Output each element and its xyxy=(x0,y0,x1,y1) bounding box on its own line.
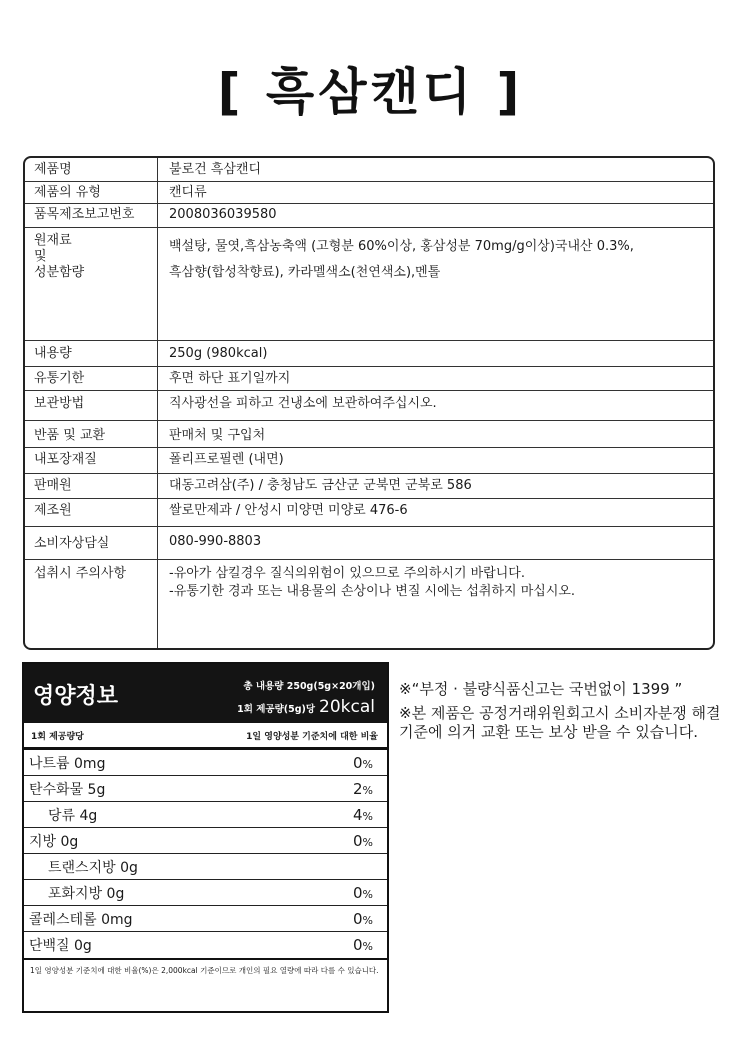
info-value: 불로건 흑삼캔디 xyxy=(169,162,262,177)
nutrient-row xyxy=(24,776,387,802)
nutrient-row xyxy=(24,802,387,828)
nutrient-percent: 0% xyxy=(353,831,373,850)
nutrition-header xyxy=(24,664,387,723)
info-label: 제조원 xyxy=(25,498,158,526)
nutrition-title: 영양정보 xyxy=(33,684,119,709)
info-value: 직사광선을 피하고 건냉소에 보관하여주십시오. xyxy=(169,396,437,411)
nutrient-percent: 0% xyxy=(353,909,373,928)
total-content: 총 내용량 250g(5g×20개입) xyxy=(243,681,375,692)
info-label: 유통기한 xyxy=(25,366,158,390)
nutrient-name: 탄수화물 5g xyxy=(29,781,106,798)
info-value: 폴리프로필렌 (내면) xyxy=(169,452,284,467)
info-row xyxy=(25,526,713,560)
info-label: 보관방법 xyxy=(25,390,158,420)
daily-value-label: 1일 영양성분 기준치에 대한 비율 xyxy=(246,731,378,742)
nutrient-percent: 0% xyxy=(353,753,373,772)
nutrient-percent: 2% xyxy=(353,779,373,798)
info-row xyxy=(25,420,713,448)
info-row xyxy=(25,447,713,474)
nutrient-row xyxy=(24,932,387,958)
nutrition-subheader xyxy=(24,723,387,750)
info-row xyxy=(25,559,713,650)
info-value: 대동고려삼(주) / 충청남도 금산군 군북면 군북로 586 xyxy=(169,478,472,493)
nutrient-row xyxy=(24,854,387,880)
nutrient-name: 포화지방 0g xyxy=(48,885,125,902)
info-row xyxy=(25,498,713,527)
nutrient-row xyxy=(24,750,387,776)
product-info-table xyxy=(23,156,715,650)
info-label: 섭취시 주의사항 xyxy=(25,559,158,650)
nutrition-facts-label xyxy=(22,662,389,1013)
nutrient-name: 지방 0g xyxy=(29,833,79,850)
info-row xyxy=(25,181,713,204)
info-row xyxy=(25,473,713,499)
info-value: 250g (980kcal) xyxy=(169,346,268,361)
info-value: 캔디류 xyxy=(169,185,207,200)
info-row xyxy=(25,366,713,391)
nutrient-name: 당류 4g xyxy=(48,807,98,824)
calories: 20kcal xyxy=(319,697,375,717)
info-value: 백설탕, 물엿,흑삼농축액 (고형분 60%이상, 홍삼성분 70mg/g이상)국내산 0.3%, 흑삼향(합성착향료), 카라멜색소(천연색소),멘톨 xyxy=(169,239,634,280)
info-value: 2008036039580 xyxy=(169,207,277,222)
report-notice: ※“부정 · 불량식품신고는 국번없이 1399 ” xyxy=(399,680,683,698)
notice-text xyxy=(399,680,729,742)
info-label: 내용량 xyxy=(25,340,158,366)
info-row xyxy=(25,227,713,341)
info-row xyxy=(25,158,713,182)
nutrient-percent: 0% xyxy=(353,936,373,954)
nutrient-row xyxy=(24,828,387,854)
info-label: 제품명 xyxy=(25,158,158,181)
info-label: 소비자상담실 xyxy=(25,526,158,559)
info-value: 쌀로만제과 / 안성시 미양면 미양로 476-6 xyxy=(169,503,408,518)
info-row xyxy=(25,390,713,421)
nutrient-name: 트랜스지방 0g xyxy=(48,859,138,876)
page-title: [ 흑삼캔디 ] xyxy=(217,63,524,121)
nutrient-name: 나트륨 0mg xyxy=(29,755,106,772)
nutrient-row xyxy=(24,880,387,906)
info-label: 원재료 및 성분함량 xyxy=(25,227,158,340)
info-row xyxy=(25,203,713,228)
info-label: 반품 및 교환 xyxy=(25,420,158,447)
info-row xyxy=(25,340,713,367)
nutrition-footnote: 1일 영양성분 기준치에 대한 비율(%)은 2,000kcal 기준이므로 개인의 필요 열량에 따라 다를 수 있습니다. xyxy=(24,958,387,981)
nutrient-percent: 0% xyxy=(353,883,373,902)
info-value: -유아가 삼킬경우 질식의위험이 있으므로 주의하시기 바랍니다. -유통기한 경과 또는 내용물의 손상이나 변질 시에는 섭취하지 마십시오. xyxy=(169,566,576,599)
info-label: 판매원 xyxy=(25,473,158,498)
info-value: 판매처 및 구입처 xyxy=(169,428,266,443)
info-value: 후면 하단 표기일까지 xyxy=(169,371,291,386)
nutrient-name: 콜레스테롤 0mg xyxy=(29,911,133,928)
nutrient-percent: 4% xyxy=(353,805,373,824)
info-label: 품목제조보고번호 xyxy=(25,203,158,227)
exchange-notice: ※본 제품은 공정거래위원회고시 소비자분쟁 해결기준에 의거 교환 또는 보상 받을 수 있습니다. xyxy=(399,704,721,741)
info-label: 제품의 유형 xyxy=(25,181,158,203)
info-value: 080-990-8803 xyxy=(169,534,262,549)
per-serving-label: 1회 제공량당 xyxy=(31,731,84,742)
nutrient-name: 단백질 0g xyxy=(29,938,92,954)
info-label: 내포장재질 xyxy=(25,447,158,473)
serving-size: 1회 제공량(5g)당 20kcal xyxy=(237,697,375,717)
nutrient-row xyxy=(24,906,387,932)
